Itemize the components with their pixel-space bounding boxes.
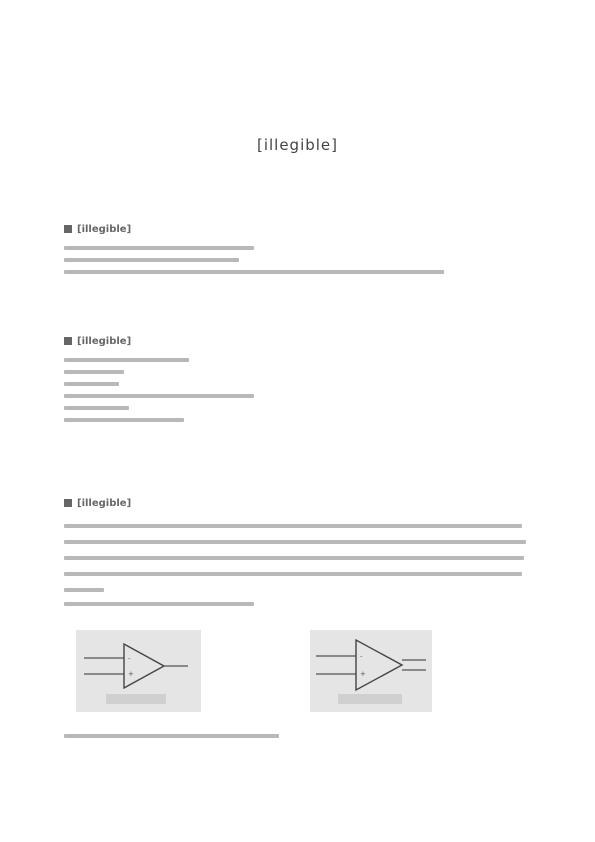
- para-line: [64, 518, 534, 534]
- section-3-paragraph: [64, 518, 534, 598]
- text-bar: [64, 524, 522, 528]
- svg-text:+: +: [360, 670, 366, 678]
- section-1-line-1: [64, 242, 534, 254]
- section-2: [64, 334, 534, 426]
- text-bar: [64, 370, 124, 374]
- section-2-line-6: [64, 414, 534, 426]
- text-bar: [64, 556, 524, 560]
- section-2-line-1: [64, 354, 534, 366]
- text-bar: [64, 418, 184, 422]
- op-amp-figure-2: [310, 630, 432, 712]
- text-bar: [64, 734, 279, 738]
- text-bar: [64, 358, 189, 362]
- text-bar: [64, 588, 104, 592]
- text-bar: [64, 394, 254, 398]
- section-1-heading: [64, 222, 534, 236]
- bottom-line: [64, 730, 534, 742]
- figure-2-caption: [338, 694, 402, 704]
- para-line: [64, 566, 534, 582]
- section-3: [64, 496, 534, 610]
- section-2-line-5: [64, 402, 534, 414]
- text-bar: [64, 602, 254, 606]
- section-2-heading-text: [illegible]: [77, 335, 132, 347]
- op-amp-figure-1: [76, 630, 201, 712]
- section-2-line-3: [64, 378, 534, 390]
- svg-text:-: -: [128, 655, 131, 663]
- para-line: [64, 550, 534, 566]
- text-bar: [64, 270, 444, 274]
- section-1-heading-text: [illegible]: [77, 223, 132, 235]
- section-1-line-3: [64, 266, 534, 278]
- para-line: [64, 582, 534, 598]
- square-bullet-icon: [64, 337, 72, 345]
- section-3-heading-text: [illegible]: [77, 497, 132, 509]
- square-bullet-icon: [64, 225, 72, 233]
- text-bar: [64, 406, 129, 410]
- svg-text:-: -: [360, 653, 363, 661]
- para-line: [64, 534, 534, 550]
- text-bar: [64, 540, 526, 544]
- text-bar: [64, 246, 254, 250]
- page-title: [illegible]: [256, 136, 339, 154]
- section-2-heading: [64, 334, 534, 348]
- section-2-line-4: [64, 390, 534, 402]
- section-1: [64, 222, 534, 278]
- bottom-line-text: [64, 730, 534, 742]
- svg-text:+: +: [128, 670, 134, 678]
- text-bar: [64, 572, 522, 576]
- section-3-after-line: [64, 598, 534, 610]
- text-bar: [64, 258, 239, 262]
- section-3-heading: [64, 496, 534, 510]
- figure-1-caption: [106, 694, 166, 704]
- section-2-line-2: [64, 366, 534, 378]
- square-bullet-icon: [64, 499, 72, 507]
- section-1-line-2: [64, 254, 534, 266]
- text-bar: [64, 382, 119, 386]
